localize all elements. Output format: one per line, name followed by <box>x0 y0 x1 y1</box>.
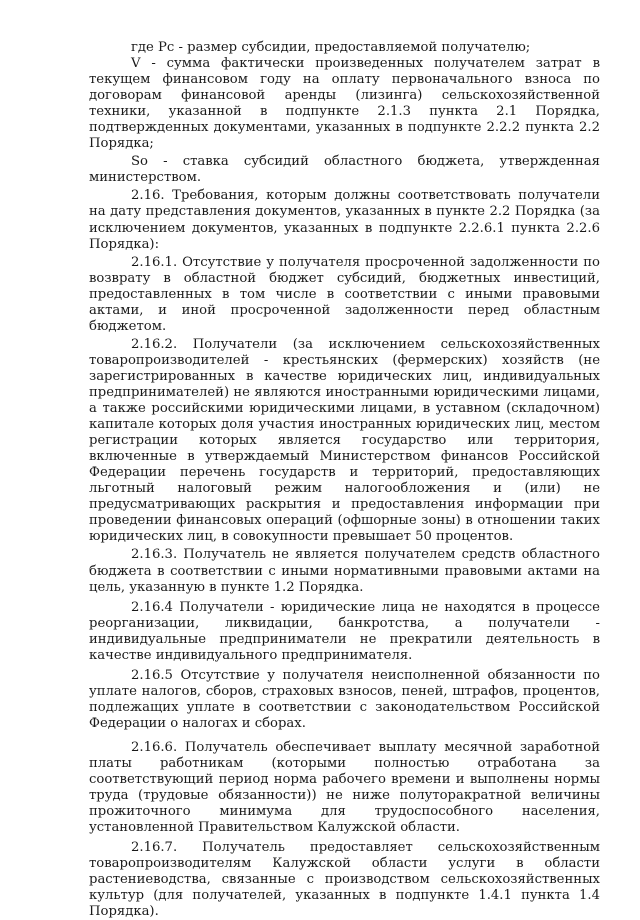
document-body <box>89 40 600 920</box>
paragraph-2-16-6: 2.16.6. Получатель обеспечивает выплату месячной заработной платы работникам (которыми полностью отработана за соответствующий период норма рабочего времени и выполнены нормы труда (трудовые обязанности)) не ниже полуторакратной величины прожиточного минимума для трудоспособного населения, установленной Правительством Калужской области. <box>89 739 600 836</box>
paragraph-formula-v: V - сумма фактически произведенных получателем затрат в текущем финансовом году на оплату первоначального взноса по договорам финансовой аренды (лизинга) сельскохозяйственной техники, указанной в подпункте 2.1.3 пункта 2.1 Порядка, подтвержденных документами, указанных в подпункте 2.2.2 пункта 2.2 Порядка; <box>89 56 600 152</box>
paragraph-2-16: 2.16. Требования, которым должны соответствовать получатели на дату представления документов, указанных в пункте 2.2 Порядка (за исключением документов, указанных в подпункте 2.2.6.1 пункта 2.2.6 Порядка): <box>89 188 600 252</box>
paragraph-2-16-5: 2.16.5 Отсутствие у получателя неисполненной обязанности по уплате налогов, сборов, страховых взносов, пеней, штрафов, процентов, подлежащих уплате в соответствии с законодательством Российской Федерации о налогах и сборах. <box>89 667 600 731</box>
paragraph-2-16-1: 2.16.1. Отсутствие у получателя просроченной задолженности по возврату в областной бюджет субсидий, бюджетных инвестиций, предоставленных в том числе в соответствии с иными правовыми актами, и иной просроченной задолженности перед областным бюджетом. <box>89 254 600 334</box>
paragraph-formula-pc: где Рс - размер субсидии, предоставляемой получателю; <box>131 40 531 55</box>
paragraph-2-16-3: 2.16.3. Получатель не является получателем средств областного бюджета в соответствии с иными нормативными правовыми актами на цель, указанную в пункте 1.2 Порядка. <box>89 547 600 595</box>
paragraph-2-16-4: 2.16.4 Получатели - юридические лица не находятся в процессе реорганизации, ликвидации, банкротства, а получатели - индивидуальные предприниматели не прекратили деятельность в качестве индивидуального предпринимателя. <box>89 599 600 663</box>
paragraph-2-16-7: 2.16.7. Получатель предоставляет сельскохозяйственным товаропроизводителям Калужской области услуги в области растениеводства, связанные с производством сельскохозяйственных культур (для получателей, указанных в подпункте 1.4.1 пункта 1.4 Порядка). <box>89 840 600 920</box>
paragraph-2-16-2: 2.16.2. Получатели (за исключением сельскохозяйственных товаропроизводителей - крестьянских (фермерских) хозяйств (не зарегистрированных в качестве юридических лиц, индивидуальных предпринимателей) не являются иностранными юридическими лицами, а также российскими юридическими лицами, в уставном (складочном) капитале которых доля участия иностранных юридических лиц, местом регистрации которых является государство или территория, включенные в утверждаемый Министерством финансов Российской Федерации перечень государств и территорий, предоставляющих льготный налоговый режим налогообложения и (или) не предусматривающих раскрытия и предоставления информации при проведении финансовых операций (офшорные зоны) в отношении таких юридических лиц, в совокупности превышает 50 процентов. <box>89 336 600 545</box>
paragraph-formula-so: So - ставка субсидий областного бюджета, утвержденная министерством. <box>89 154 600 186</box>
